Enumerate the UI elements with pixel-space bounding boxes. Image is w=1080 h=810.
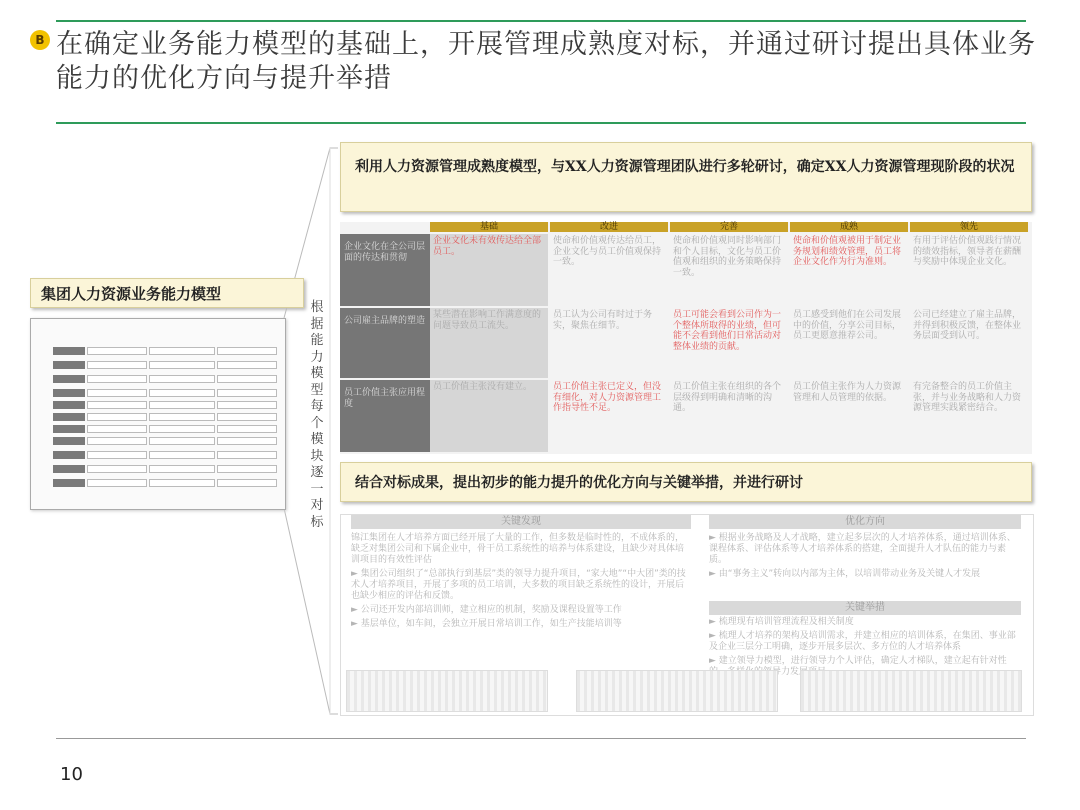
maturity-table	[340, 222, 1032, 454]
finding-item: ► 梳理人才培养的架构及培训需求，并建立相应的培训体系，在集团、事业部及企业三层分工明确，逐步开展多层次、多方位的人才培养体系	[709, 631, 1016, 652]
capability-model-thumbnail	[30, 318, 286, 510]
key-measures-header: 关键举措	[709, 601, 1021, 615]
maturity-cell: 员工可能会看到公司作为一个整体所取得的业绩，但可能不会看到他们日常活动对整体业绩的贡献。	[673, 310, 782, 352]
footer-rule	[56, 738, 1026, 739]
maturity-column-header: 改进	[550, 222, 668, 232]
key-findings-list	[351, 533, 691, 673]
model-row	[53, 451, 278, 459]
optimization-header: 优化方向	[709, 515, 1021, 529]
model-row	[53, 479, 278, 487]
key-measures-list	[709, 617, 1021, 677]
finding-item: ► 梳理现有培训管理流程及相关制度	[709, 617, 854, 627]
key-findings-header: 关键发现	[351, 515, 691, 529]
model-row	[53, 465, 278, 473]
model-row	[53, 361, 278, 369]
finding-item: ► 根据业务战略及人才战略，建立起多层次的人才培养体系，通过培训体系、课程体系、评估体系等人才培养体系的搭建，全面提升人才队伍的能力与素质。	[709, 533, 1016, 565]
maturity-cell: 员工价值主张已定义，但没有细化，对人力资源管理工作指导性不足。	[553, 382, 662, 413]
maturity-cell: 使命和价值观传达给员工，企业文化与员工价值观保持一致。	[553, 236, 662, 267]
maturity-cell: 使命和价值观被用于制定业务规划和绩效管理，员工将企业文化作为行为准则。	[793, 236, 902, 267]
finding-item: ► 由“事务主义”转向以内部为主体，以培训带动业务及关键人才发展	[709, 569, 981, 579]
maturity-column-header: 领先	[910, 222, 1028, 232]
maturity-cell: 公司已经建立了雇主品牌，并得到积极反馈，在整体业务层面受到认可。	[913, 310, 1022, 341]
maturity-cell: 企业文化未有效传达给全部员工。	[430, 234, 548, 306]
finding-item: 锦江集团在人才培养方面已经开展了大量的工作，但多数是临时性的，不成体系的，缺乏对集团公司和下属企业中，骨干员工系统性的培养与体系建设，且缺少对具体培训项目的有效性评估	[351, 533, 685, 565]
model-row	[53, 401, 278, 409]
maturity-row-header: 公司雇主品牌的塑造	[340, 308, 430, 378]
maturity-cell: 员工价值主张在组织的各个层级得到明确和清晰的沟通。	[673, 382, 782, 413]
maturity-cell: 员工感受到他们在公司发展中的价值，分享公司目标，员工更愿意推荐公司。	[793, 310, 902, 341]
model-row	[53, 437, 278, 445]
finding-item: ► 建立领导力模型，进行领导力个人评估，确定人才梯队，建立起有针对性 导力发展项目	[709, 656, 1007, 677]
maturity-cell: 员工价值主张作为人力资源管理和人员管理的依据。	[793, 382, 902, 403]
finding-item: ► 集团公司组织了“总部执行到基层”类的领导力提升项目，“家大地”“中大团”类的技术人才培养项目，开展了多项的员工培训，大多数的项目缺乏系统性的设计，开展后也缺少相应的评估和反馈。	[351, 569, 686, 601]
model-row	[53, 389, 278, 397]
maturity-cell: 有完备整合的员工价值主张，并与业务战略和人力资源管理实践紧密结合。	[913, 382, 1022, 413]
page-title: 在确定业务能力模型的基础上，开展管理成熟度对标，并通过研讨提出具体业务能力的优化方向与提升举措	[56, 29, 1036, 94]
maturity-column-header: 基础	[430, 222, 548, 232]
maturity-column-header: 成熟	[790, 222, 908, 232]
optimization-list	[709, 533, 1021, 597]
top-callout: 利用人力资源管理成熟度模型，与XX人力资源管理团队进行多轮研讨，确定XX人力资源管理现阶段的状况	[340, 142, 1032, 212]
maturity-cell: 员工价值主张没有建立。	[430, 380, 548, 452]
maturity-cell: 员工认为公司有时过于务实，聚焦在细节。	[553, 310, 653, 331]
section-badge: B	[30, 30, 50, 50]
maturity-column-header: 完善	[670, 222, 788, 232]
thumbnail-image	[346, 670, 548, 712]
bottom-callout: 结合对标成果，提出初步的能力提升的优化方向与关键举措，并进行研讨	[340, 462, 1032, 502]
maturity-row-header: 员工价值主张应用程度	[340, 380, 430, 452]
finding-item: ► 基层单位，如车间，会独立开展日常培训工作，如生产技能培训等	[351, 619, 622, 629]
maturity-row-header: 企业文化在全公司层面的传达和贯彻	[340, 234, 430, 306]
model-label: 集团人力资源业务能力模型	[30, 278, 304, 308]
model-row	[53, 347, 278, 355]
maturity-cell: 有用于评估价值观践行情况的绩效指标，领导者在薪酬与奖励中体现企业文化。	[913, 236, 1022, 267]
model-row	[53, 425, 278, 433]
finding-item: ► 公司还开发内部培训师，建立相应的机制，奖励及课程设置等工作	[351, 605, 622, 615]
model-row	[53, 413, 278, 421]
thumbnail-image	[800, 670, 1022, 712]
maturity-cell: 某些潜在影响工作满意度的问题导致员工流失。	[430, 308, 548, 378]
vertical-note: 根 据 能 力 模 型 每 个 模 块 逐 一 对 标	[310, 300, 324, 530]
thumbnail-image	[576, 670, 778, 712]
model-row	[53, 375, 278, 383]
maturity-cell: 使命和价值观同时影响部门和个人目标，文化与员工价值观和组织的业务策略保持一致。	[673, 236, 782, 278]
page-number: 10	[60, 764, 83, 785]
